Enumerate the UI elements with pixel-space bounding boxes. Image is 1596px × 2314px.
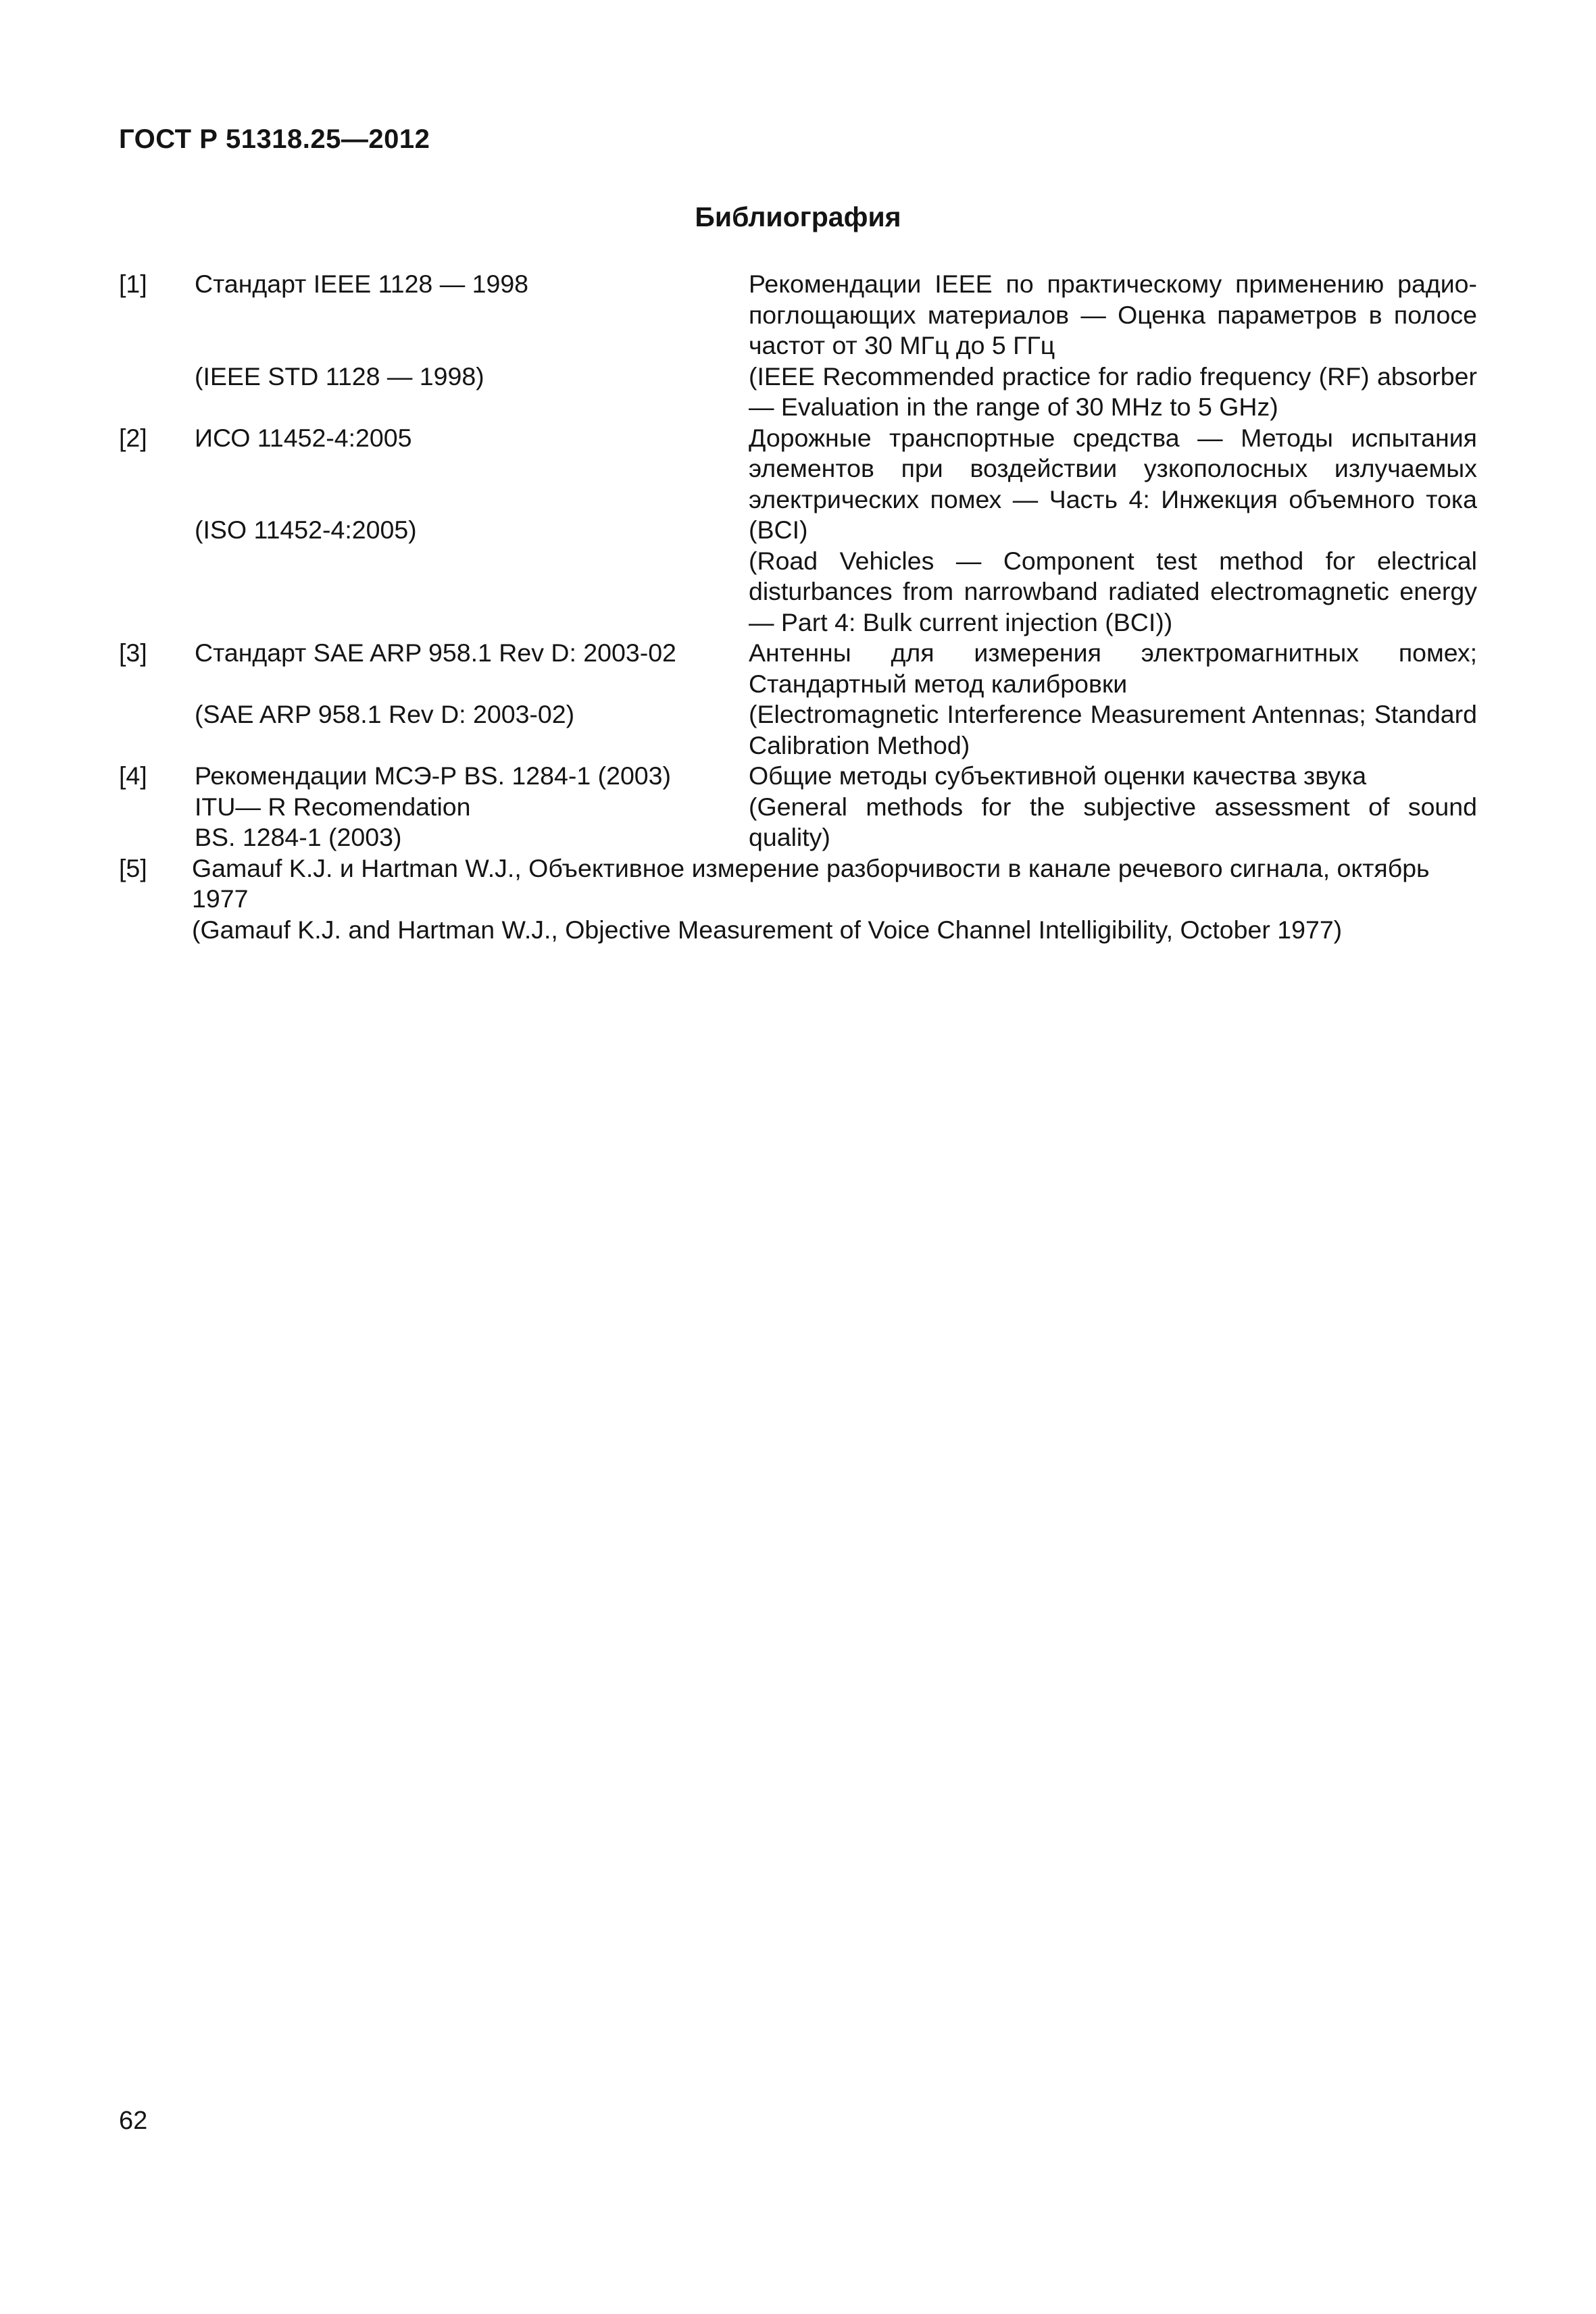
entry-source (195, 638, 749, 761)
entry-source-line: Рекомендации МСЭ-Р BS. 1284-1 (2003) (195, 761, 671, 790)
entry-source (195, 761, 749, 853)
bibliography-entry (119, 638, 1477, 761)
entry-source-line: Стандарт IEEE 1128 — 1998 (195, 270, 529, 298)
entry-source (195, 269, 749, 423)
bibliography-list (119, 269, 1477, 945)
entry-number: [4] (119, 761, 147, 790)
entry-description-ru: Gamauf K.J. и Hartman W.J., Объективное измерение разборчивости в канале речевого сигнала, октябрь 1977 (192, 853, 1430, 913)
entry-description-ru: Дорожные транспортные средства — Методы испытания элементов при воздействии узкополосных излучаемых электрических помех — Часть 4: Инжекция объемного тока (BCI) (749, 423, 1477, 544)
entry-source-line: (SAE ARP 958.1 Rev D: 2003-02) (195, 700, 575, 728)
entry-source-line: ITU— R Recomendation (195, 792, 471, 821)
bibliography-entry (119, 761, 1477, 853)
entry-description-en: (Road Vehicles — Component test method for electrical disturbances from narrowband radiated electromagnetic energy — Part 4: Bulk current injection (BCI)) (749, 546, 1477, 636)
entry-source-line: BS. 1284-1 (2003) (195, 823, 402, 851)
entry-description-ru: Общие методы субъективной оценки качества звука (749, 761, 1367, 790)
document-header: ГОСТ Р 51318.25—2012 (119, 124, 430, 154)
entry-source-line: ИСО 11452-4:2005 (195, 423, 412, 452)
entry-description-ru: Рекомендации IEEE по практическому применению радио-поглощающих материалов — Оценка параметров в полосе частот от 30 МГц до 5 ГГц (749, 270, 1477, 359)
entry-source-line: (ISO 11452-4:2005) (195, 515, 417, 544)
entry-description-en: (IEEE Recommended practice for radio frequency (RF) absorber — Evaluation in the range of 30 MHz to 5 GHz) (749, 361, 1477, 421)
entry-number: [1] (119, 270, 147, 298)
entry-number: [3] (119, 638, 147, 667)
bibliography-entry (119, 853, 1477, 946)
bibliography-title: Библиография (695, 201, 901, 232)
bibliography-entry (119, 269, 1477, 423)
page-number: 62 (119, 2107, 148, 2135)
entry-description (749, 761, 1477, 853)
entry-source (195, 423, 749, 638)
entry-source-line: (IEEE STD 1128 — 1998) (195, 361, 484, 391)
entry-description-en: (Gamauf K.J. and Hartman W.J., Objective Measurement of Voice Channel Intelligibility, October 1977) (192, 915, 1343, 944)
entry-description (749, 423, 1477, 638)
bibliography-entry (119, 423, 1477, 638)
entry-number: [5] (119, 853, 147, 882)
entry-description (749, 269, 1477, 423)
entry-number: [2] (119, 423, 147, 452)
entry-description (749, 638, 1477, 761)
entry-description-ru: Антенны для измерения электромагнитных помех; Стандартный метод калибровки (749, 638, 1477, 698)
entry-description-en: (Electromagnetic Interference Measurement Antennas; Standard Calibration Method) (749, 700, 1477, 759)
entry-source-line: Стандарт SAE ARP 958.1 Rev D: 2003-02 (195, 638, 676, 667)
entry-description (192, 853, 1477, 946)
entry-description-en: (General methods for the subjective assessment of sound quality) (749, 792, 1477, 851)
